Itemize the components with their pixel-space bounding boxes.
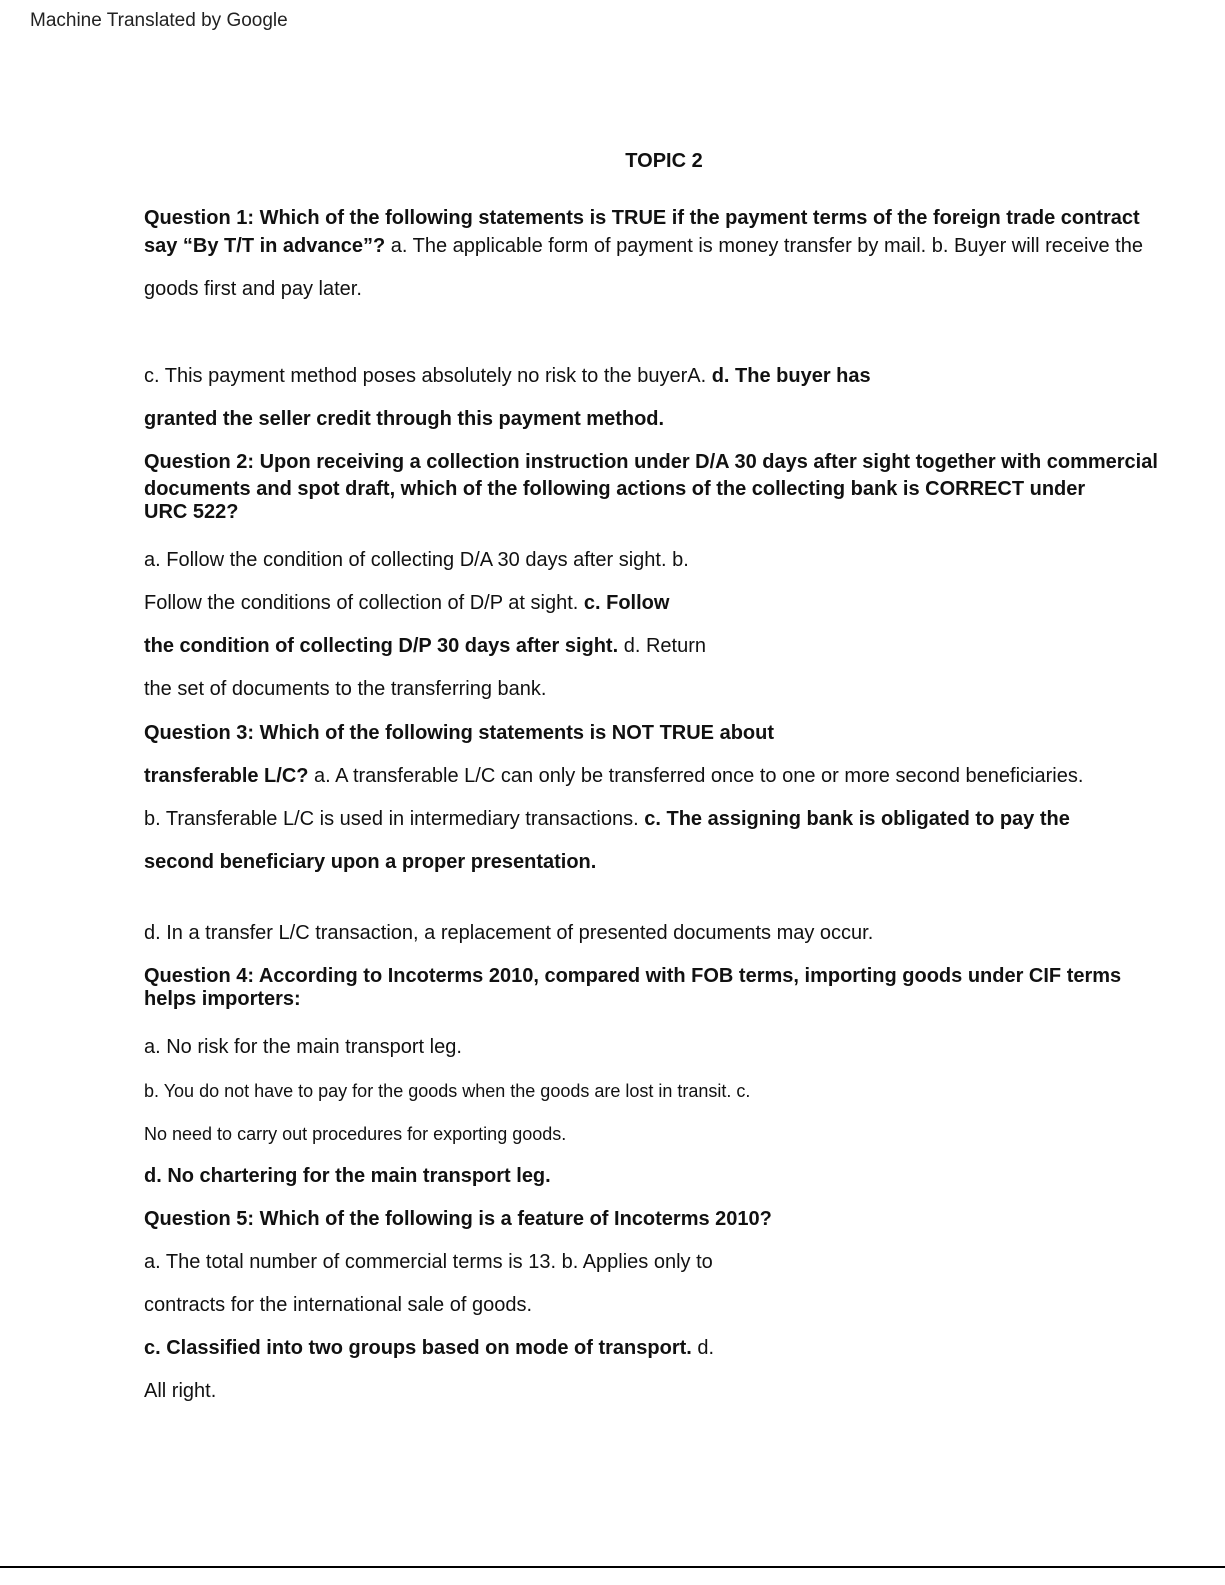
- question-2-line-c: [144, 635, 706, 658]
- question-2-option-c-cont: the condition of collecting D/P 30 days after sight.: [144, 635, 619, 657]
- question-2-option-d-cont: the set of documents to the transferring bank.: [144, 678, 547, 700]
- question-5-stem: Question 5: Which of the following is a feature of Incoterms 2010?: [144, 1208, 772, 1230]
- question-3-option-d: d. In a transfer L/C transaction, a replacement of presented documents may occur.: [144, 922, 874, 944]
- question-5-option-c: c. Classified into two groups based on mode of transport.: [144, 1337, 692, 1359]
- question-1-option-c: c. This payment method poses absolutely no risk to the buyerA.: [144, 365, 712, 387]
- question-3-option-b: b. Transferable L/C is used in intermediary transactions.: [144, 808, 645, 830]
- question-3-option-c-cont: second beneficiary upon a proper presentation.: [144, 851, 597, 873]
- question-1-stem-line-1: Question 1: Which of the following statements is TRUE if the payment terms of the foreign trade contract: [144, 207, 1140, 229]
- question-1-line-2: [144, 235, 1143, 258]
- question-3-line-b: [144, 808, 1070, 831]
- page-title: TOPIC 2: [625, 150, 703, 172]
- question-2-line-b: [144, 592, 669, 615]
- question-5-option-b-cont: contracts for the international sale of goods.: [144, 1294, 533, 1316]
- question-3-line-2: [144, 765, 1083, 788]
- machine-translated-banner: Machine Translated by Google: [30, 10, 288, 31]
- question-2-stem-line-3: URC 522?: [144, 501, 239, 523]
- question-2-option-c-start: c. Follow: [583, 592, 670, 614]
- question-5-option-a-b: a. The total number of commercial terms is 13. b. Applies only to: [144, 1251, 713, 1273]
- question-4-stem-line-1: Question 4: According to Incoterms 2010, compared with FOB terms, importing goods under CIF terms: [144, 965, 1122, 987]
- question-1-stem-line-2: say “By T/T in advance”?: [144, 235, 386, 257]
- question-4-option-c: No need to carry out procedures for exporting goods.: [144, 1124, 567, 1144]
- question-4-option-d: d. No chartering for the main transport leg.: [144, 1165, 551, 1187]
- question-1-option-b-cont: goods first and pay later.: [144, 278, 362, 300]
- question-2-option-b: Follow the conditions of collection of D/P at sight.: [144, 592, 584, 614]
- question-5-option-d-cont: All right.: [144, 1380, 217, 1402]
- question-1-option-d-start: d. The buyer has: [711, 365, 871, 387]
- question-1-option-d-cont: granted the seller credit through this payment method.: [144, 408, 665, 430]
- question-2-option-d-start: d. Return: [618, 635, 706, 657]
- question-3-option-a: a. A transferable L/C can only be transferred once to one or more second beneficiaries.: [308, 765, 1084, 787]
- question-4-option-b: b. You do not have to pay for the goods when the goods are lost in transit. c.: [144, 1081, 751, 1101]
- question-2-stem-line-1: Question 2: Upon receiving a collection instruction under D/A 30 days after sight together with commercial: [144, 451, 1158, 473]
- question-2-stem-line-2: documents and spot draft, which of the following actions of the collecting bank is CORRECT under: [144, 478, 1086, 500]
- page-bottom-rule: [0, 1566, 1225, 1568]
- question-2-option-a: a. Follow the condition of collecting D/A 30 days after sight. b.: [144, 549, 689, 571]
- question-4-option-a: a. No risk for the main transport leg.: [144, 1036, 462, 1058]
- question-3-stem-line-1: Question 3: Which of the following statements is NOT TRUE about: [144, 722, 775, 744]
- question-4-stem-line-2: helps importers:: [144, 988, 301, 1010]
- question-1-line-c: [144, 365, 871, 388]
- question-3-stem-line-2: transferable L/C?: [144, 765, 309, 787]
- question-1-option-a-b: a. The applicable form of payment is money transfer by mail. b. Buyer will receive the: [385, 235, 1143, 257]
- question-5-line-c: [144, 1337, 714, 1360]
- question-3-option-c-start: c. The assigning bank is obligated to pay the: [644, 808, 1070, 830]
- question-5-option-d-start: d.: [691, 1337, 715, 1359]
